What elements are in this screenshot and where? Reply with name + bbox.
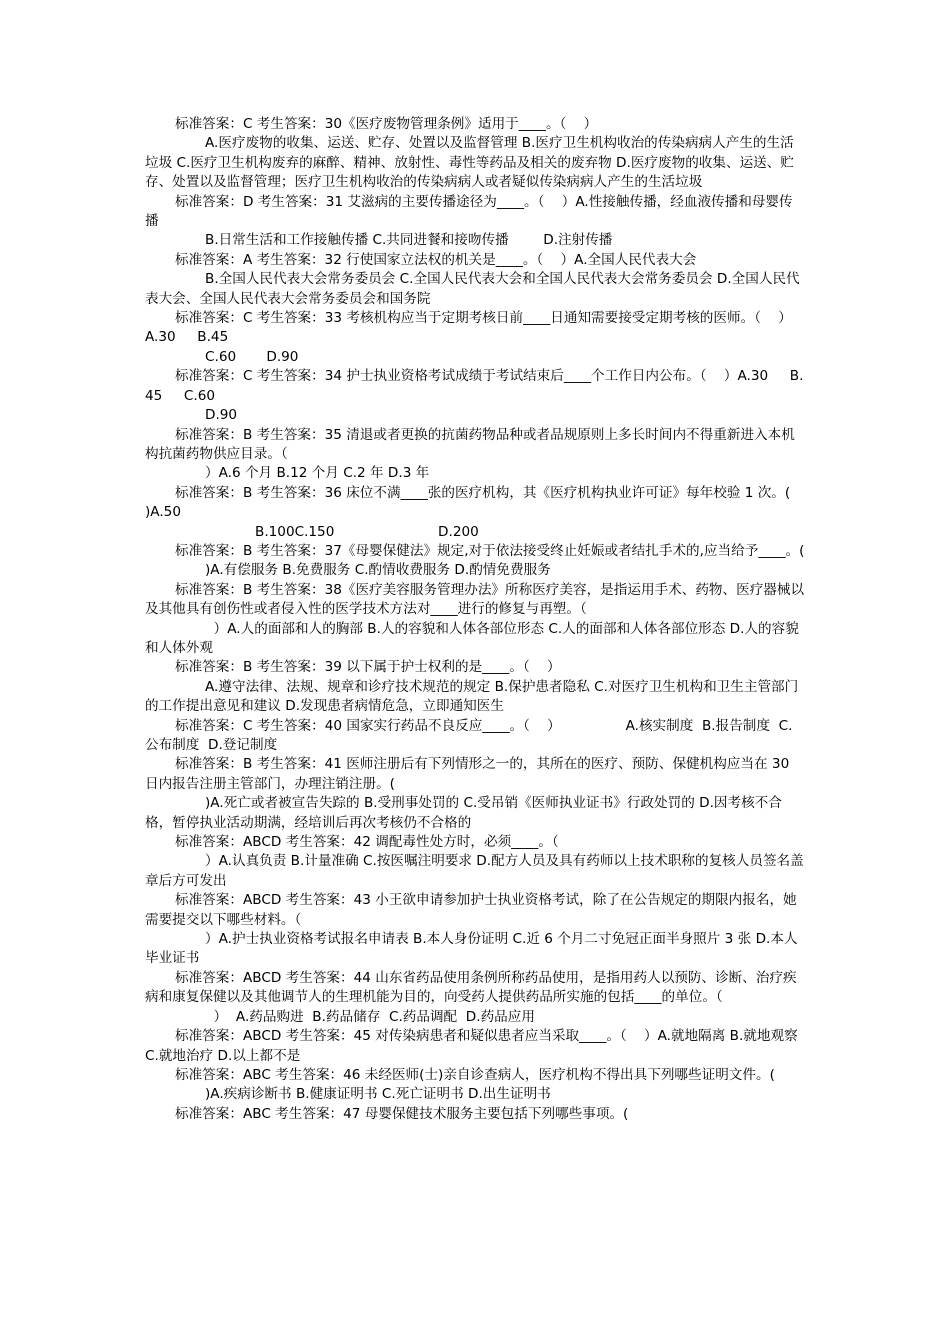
document-line: ） A.药品购进 B.药品储存 C.药品调配 D.药品应用 xyxy=(205,1008,535,1025)
document-line: )A.有偿服务 B.免费服务 C.酌情收费服务 D.酌情免费服务 xyxy=(205,562,551,579)
document-line: 标准答案：ABCD 考生答案：44 山东省药品使用条例所称药品使用，是指用药人以预防、诊断、治疗疾病和康复保健以及其他调节人的生理机能为目的，向受药人提供药品所实施的包括____的单位。（ xyxy=(145,969,797,1006)
document-line: 标准答案：C 考生答案：34 护士执业资格考试成绩于考试结束后____个工作日内公布。（ ）A.30 B.45 C.60 xyxy=(145,368,804,404)
document-body xyxy=(145,115,808,1124)
document-line: 标准答案：A 考生答案：32 行使国家立法权的机关是____。（ ）A.全国人民代表大会 xyxy=(175,251,697,268)
document-line: ）A.认真负责 B.计量准确 C.按医嘱注明要求 D.配方人员及具有药师以上技术职称的复核人员签名盖章后方可发出 xyxy=(145,853,804,889)
document-line: )A.死亡或者被宣告失踪的 B.受刑事处罚的 C.受吊销《医师执业证书》行政处罚的 D.因考核不合格，暂停执业活动期满，经培训后再次考核仍不合格的 xyxy=(145,795,782,831)
document-line: 标准答案：B 考生答案：38《医疗美容服务管理办法》所称医疗美容，是指运用手术、药物、医疗器械以及其他具有创伤性或者侵入性的医学技术方法对____进行的修复与再塑。（ xyxy=(145,581,805,618)
document-line: 标准答案：B 考生答案：41 医师注册后有下列情形之一的，其所在的医疗、预防、保健机构应当在 30 日内报告注册主管部门，办理注销注册。( xyxy=(145,756,794,792)
document-line: 标准答案：C 考生答案：30《医疗废物管理条例》适用于____。（ ） xyxy=(175,116,598,132)
document-line: D.90 xyxy=(205,407,238,424)
document-line: A.遵守法律、法规、规章和诊疗技术规范的规定 B.保护患者隐私 C.对医疗卫生机构和卫生主管部门的工作提出意见和建议 D.发现患者病情危急，立即通知医生 xyxy=(145,678,799,715)
document-line: C.60 D.90 xyxy=(205,348,299,365)
document-line: B.100C.150 D.200 xyxy=(255,523,479,540)
document-line: 标准答案：ABCD 考生答案：43 小王欲申请参加护士执业资格考试，除了在公告规定的期限内报名，她需要提交以下哪些材料。（ xyxy=(145,892,797,928)
document-line: 标准答案：ABCD 考生答案：42 调配毒性处方时，必须____。（ xyxy=(175,834,559,851)
document-line: B.全国人民代表大会常务委员会 C.全国人民代表大会和全国人民代表大会常务委员会 D.全国人民代表大会、全国人民代表大会常务委员会和国务院 xyxy=(145,271,800,307)
document-line: )A.疾病诊断书 B.健康证明书 C.死亡证明书 D.出生证明书 xyxy=(205,1086,551,1103)
document-line: 标准答案：B 考生答案：39 以下属于护士权利的是____。（ ） xyxy=(175,659,561,676)
document-line: ）A.人的面部和人的胸部 B.人的容貌和人体各部位形态 C.人的面部和人体各部位形态 D.人的容貌和人体外观 xyxy=(145,620,799,656)
document-line: 标准答案：ABC 考生答案：47 母婴保健技术服务主要包括下列哪些事项。( xyxy=(175,1105,629,1122)
document-line: 标准答案：D 考生答案：31 艾滋病的主要传播途径为____。（ ）A.性接触传播，经血液传播和母婴传播 xyxy=(145,193,793,230)
document-line: 标准答案：C 考生答案：40 国家实行药品不良反应____。（ ） A.核实制度 B.报告制度 C.公布制度 D.登记制度 xyxy=(145,717,793,753)
document-line: 标准答案：ABCD 考生答案：45 对传染病患者和疑似患者应当采取____。（ ）A.就地隔离 B.就地观察 C.就地治疗 D.以上都不是 xyxy=(145,1028,803,1064)
document-line: 标准答案：B 考生答案：36 床位不满____张的医疗机构，其《医疗机构执业许可证》每年校验 1 次。( )A.50 xyxy=(145,484,808,521)
document-line: 标准答案：C 考生答案：33 考核机构应当于定期考核日前____日通知需要接受定期考核的医师。（ ）A.30 B.45 xyxy=(145,310,792,346)
document-line: ）A.护士执业资格考试报名申请表 B.本人身份证明 C.近 6 个月二寸免冠正面半身照片 3 张 D.本人毕业证书 xyxy=(145,931,798,967)
document-line: ）A.6 个月 B.12 个月 C.2 年 D.3 年 xyxy=(205,465,430,482)
document-line: 标准答案：B 考生答案：35 清退或者更换的抗菌药物品种或者品规原则上多长时间内不得重新进入本机构抗菌药物供应目录。（ xyxy=(145,426,795,462)
document-line: 标准答案：B 考生答案：37《母婴保健法》规定,对于依法接受终止妊娠或者结扎手术的,应当给予____。( xyxy=(175,542,805,559)
document-line: B.日常生活和工作接触传播 C.共同进餐和接吻传播 D.注射传播 xyxy=(205,232,613,249)
document-line: A.医疗废物的收集、运送、贮存、处置以及监督管理 B.医疗卫生机构收治的传染病病人产生的生活垃圾 C.医疗卫生机构废弃的麻醉、精神、放射性、毒性等药品及相关的废弃物 D.医疗废物的收集、运送、贮存、处置以及监督管理；医疗卫生机构收治的传染病病人或者疑似传染病病人产生的生活垃圾 xyxy=(145,135,794,191)
document-line: 标准答案：ABC 考生答案：46 未经医师(士)亲自诊查病人，医疗机构不得出具下列哪些证明文件。( xyxy=(175,1066,775,1083)
